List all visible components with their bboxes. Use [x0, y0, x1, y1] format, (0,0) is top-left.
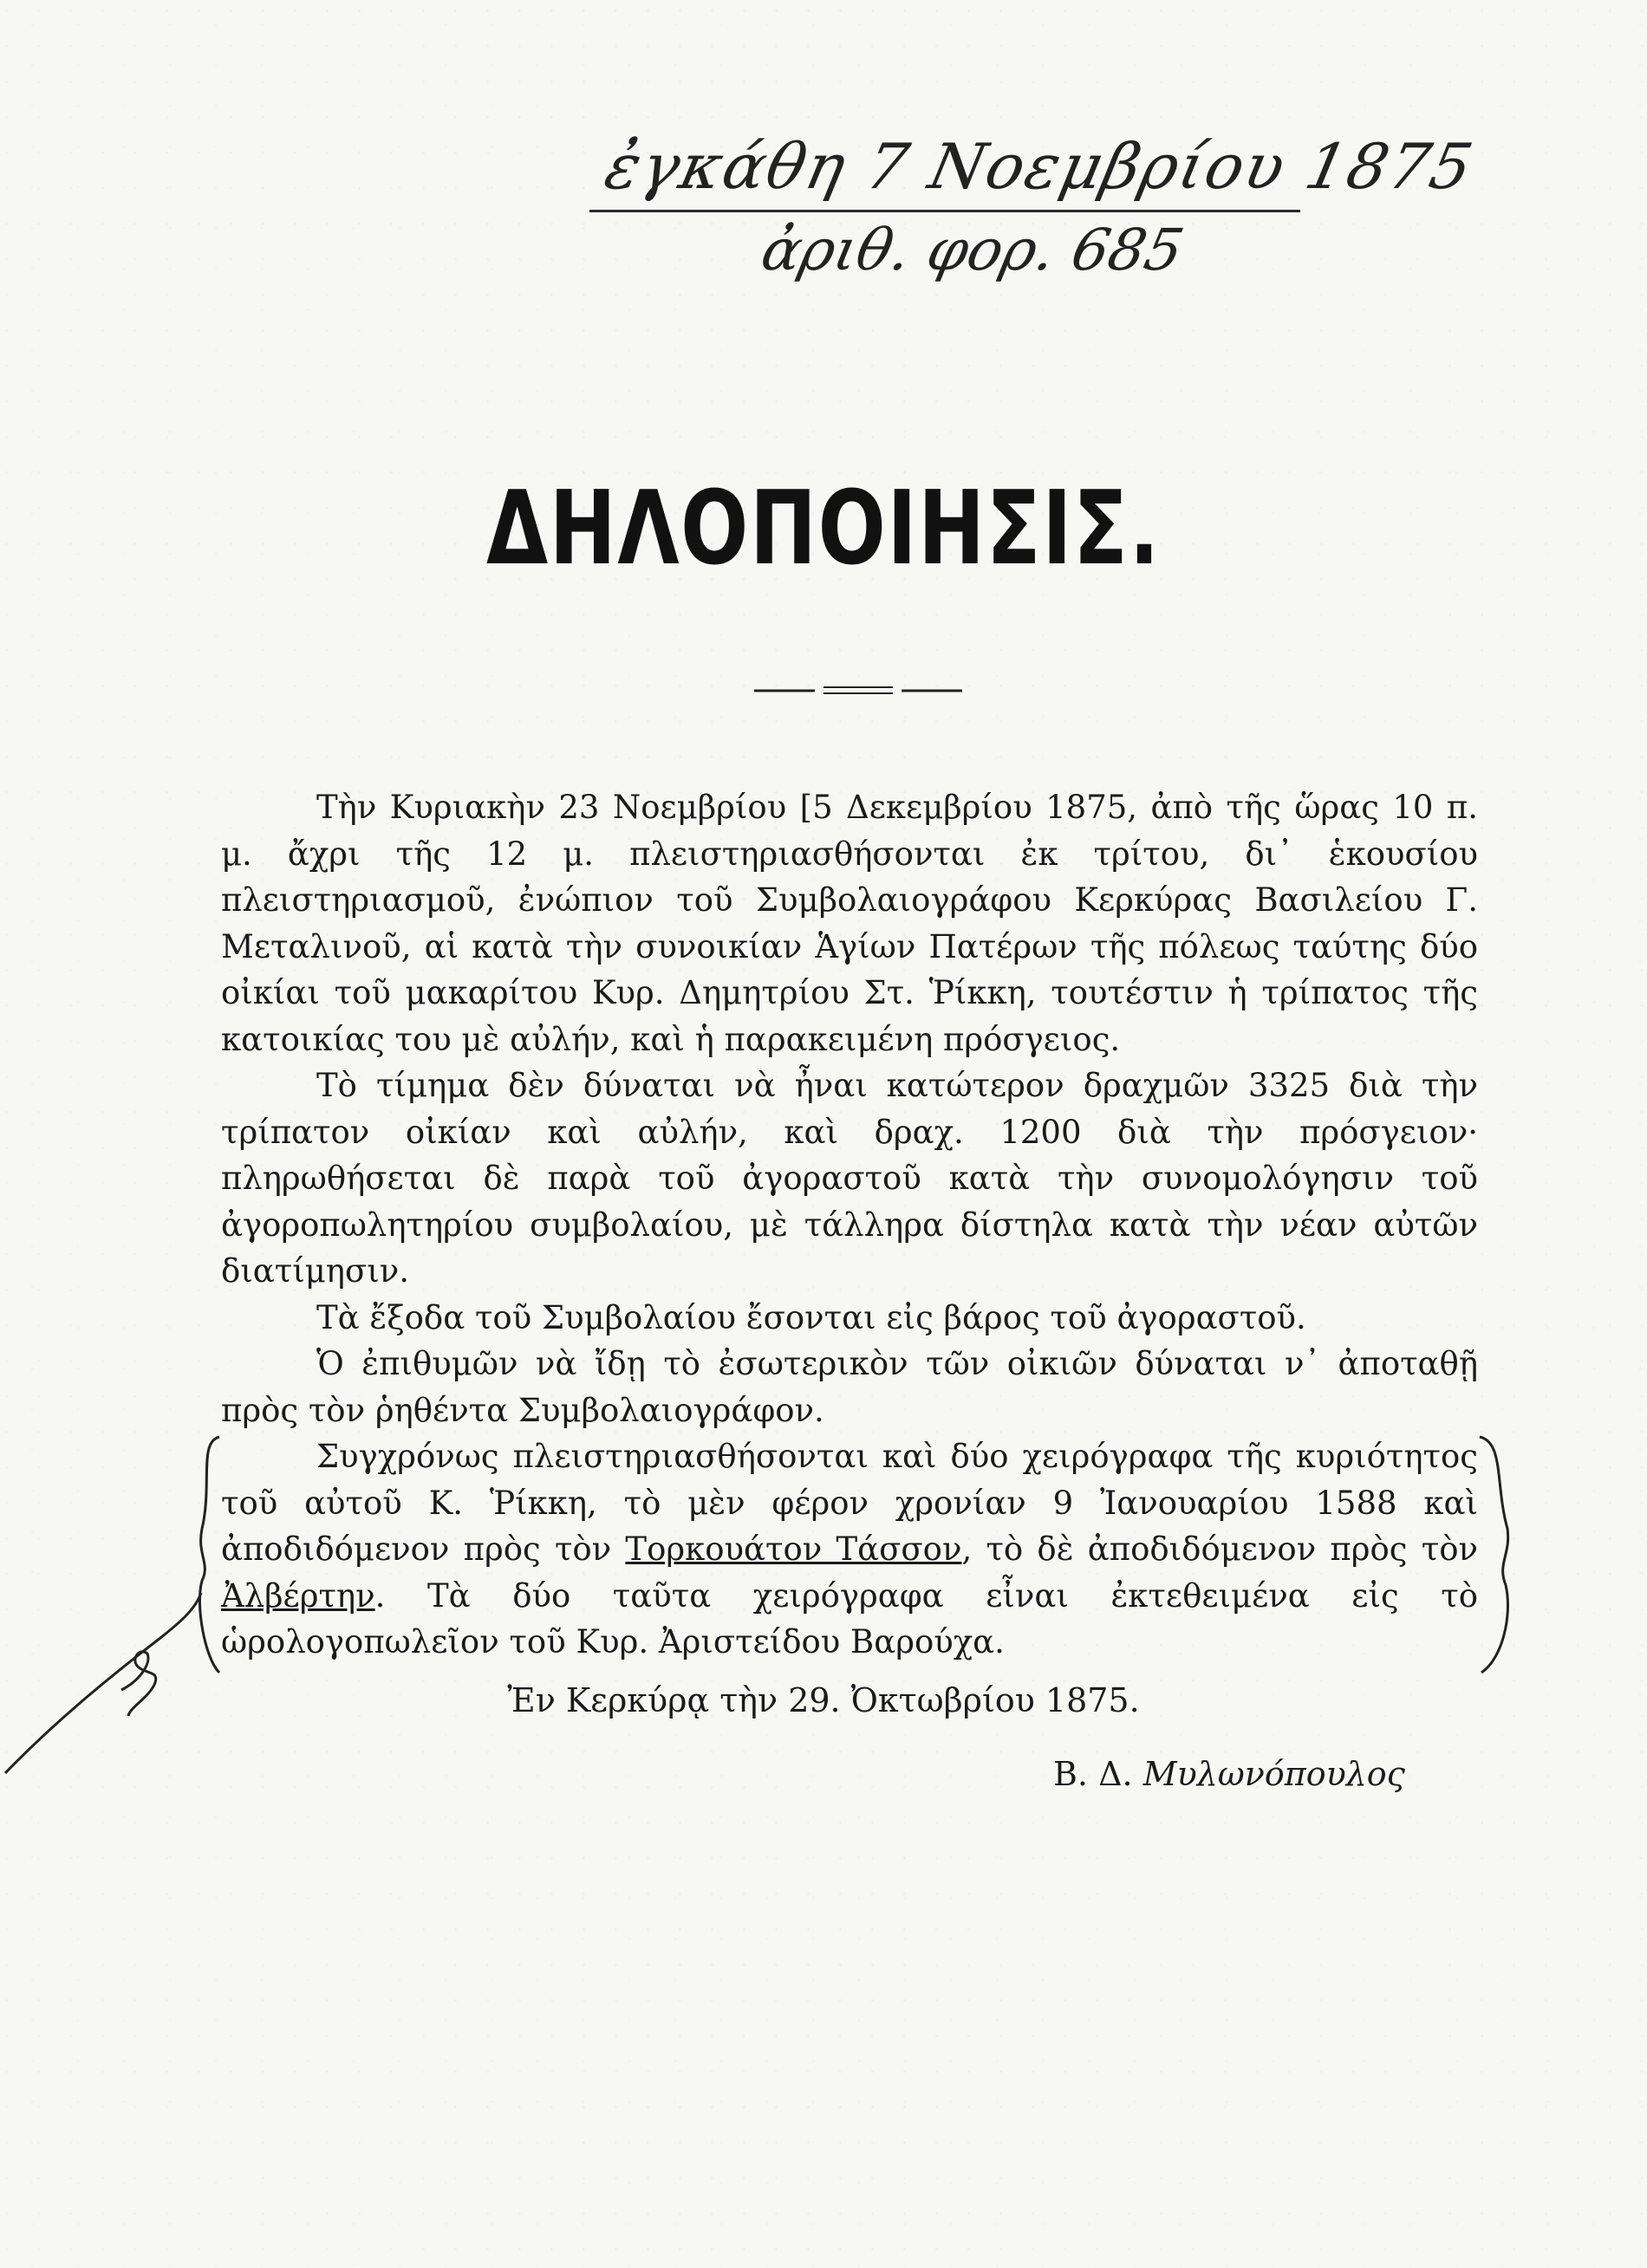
- signature-initials: Β. Δ.: [1053, 1755, 1133, 1793]
- handwritten-underline: [589, 210, 1300, 212]
- right-bracket-mark: [1478, 1433, 1513, 1676]
- dateline: Ἐν Κερκύρᾳ τὴν 29. Ὀκτωβρίου 1875.: [507, 1681, 1140, 1719]
- bracketed-manuscripts-paragraph: [221, 1433, 1478, 1666]
- paragraph-auction: Τὴν Κυριακὴν 23 Νοεμβρίου [5 Δεκεμβρίου 1875, ἀπὸ τῆς ὥρας 10 π. μ. ἄχρι τῆς 12 μ. πλειστηριασθήσονται ἐκ τρίτου, δι᾽ ἑκουσίου πλειστηριασμοῦ, ἐνώπιον τοῦ Συμβολαιογράφου Κερκύρας Βασιλείου Γ. Μεταλινοῦ, αἱ κατὰ τὴν συνοικίαν Ἁγίων Πατέρων τῆς πόλεως ταύτης δύο οἰκίαι τοῦ μακαρίτου Κυρ. Δημητρίου Στ. Ῥίκκη, τουτέστιν ἡ τρίπατος τῆς κατοικίας του μὲ αὐλήν, καὶ ἡ παρακειμένη πρόσγειος.: [221, 789, 1478, 1058]
- decorative-divider: [754, 685, 962, 697]
- announcement-body: [221, 784, 1478, 1666]
- handwritten-registration-date: ἐγκάθη 7 Νοεμβρίου 1875: [599, 130, 1481, 203]
- document-title: ΔΗΛΟΠΟΙΗΣΙΣ.: [486, 468, 1161, 588]
- signature-name: Μυλωνόπουλος: [1142, 1755, 1405, 1793]
- handwritten-header: [599, 130, 1481, 283]
- margin-pen-flourish: [0, 1577, 208, 1777]
- signature: [1053, 1755, 1405, 1793]
- underlined-tasso: Τορκουάτον Τάσσον: [625, 1530, 962, 1568]
- manuscripts-text-2: , τὸ δὲ ἀποδιδόμενον πρὸς τὸν: [961, 1530, 1478, 1568]
- paragraph-expenses: Τὰ ἔξοδα τοῦ Συμβολαίου ἔσονται εἰς βάρος τοῦ ἀγοραστοῦ.: [316, 1298, 1306, 1336]
- paragraph-manuscripts: [221, 1433, 1478, 1666]
- paragraph-price: Τὸ τίμημα δὲν δύναται νὰ ἦναι κατώτερον δραχμῶν 3325 διὰ τὴν τρίπατον οἰκίαν καὶ αὐλήν, καὶ δραχ. 1200 διὰ τὴν πρόσγειον· πληρωθήσεται δὲ παρὰ τοῦ ἀγοραστοῦ κατὰ τὴν συνομολόγησιν τοῦ ἀγοροπωλητηρίου συμβολαίου, μὲ τάλληρα δίστηλα κατὰ τὴν νέαν αὐτῶν διατίμησιν.: [221, 1067, 1478, 1290]
- manuscripts-text-1: Συγχρόνως πλειστηριασθήσονται καὶ δύο χειρόγραφα τῆς κυριότητος τοῦ αὐτοῦ Κ. Ῥίκκη, τὸ μὲν φέρον χρονίαν 9 Ἰανουαρίου 1588 καὶ ἀποδιδόμενον πρὸς τὸν: [221, 1438, 1478, 1568]
- handwritten-registration-number: ἀριθ. φορ. 685: [755, 217, 1189, 283]
- underlined-albertin: Ἀλβέρτην: [221, 1576, 375, 1615]
- manuscripts-text-3: . Τὰ δύο ταῦτα χειρόγραφα εἶναι ἐκτεθειμένα εἰς τὸ ὡρολογοπωλεῖον τοῦ Κυρ. Ἀριστείδου Βαρούχα.: [221, 1576, 1478, 1660]
- paragraph-viewing: Ὁ ἐπιθυμῶν νὰ ἴδῃ τὸ ἐσωτερικὸν τῶν οἰκιῶν δύναται ν᾽ ἀποταθῇ πρὸς τὸν ῥηθέντα Συμβολαιογράφον.: [221, 1345, 1478, 1429]
